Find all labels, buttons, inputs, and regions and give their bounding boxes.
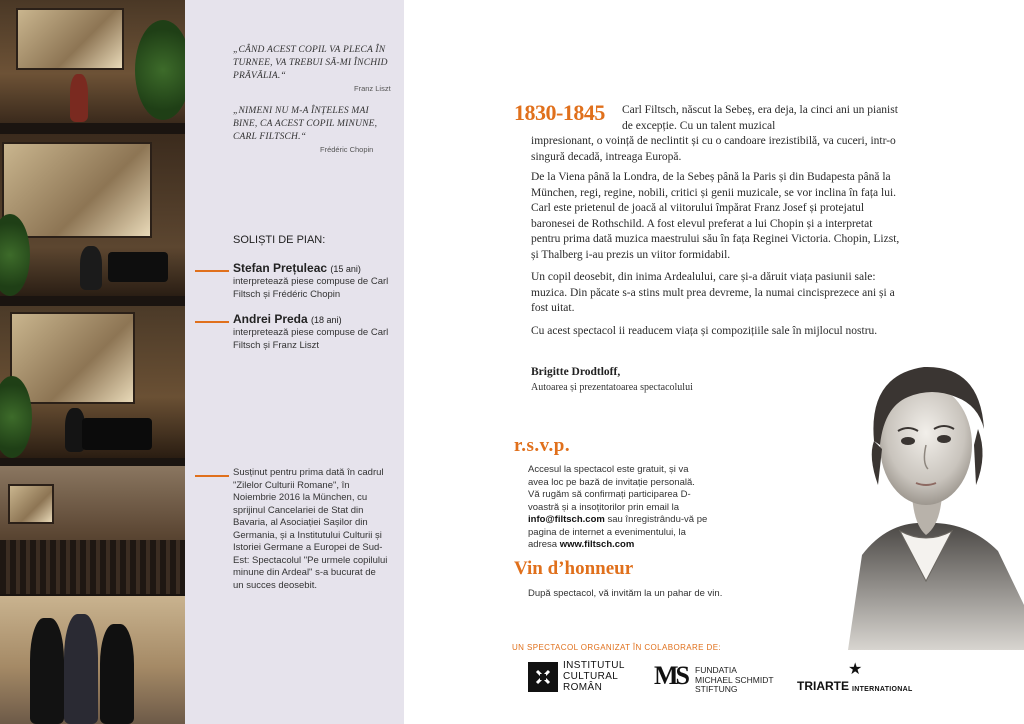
soloist-2-rule bbox=[195, 321, 229, 323]
quote-chopin: „NIMENI NU M-A ÎNȚELES MAI BINE, CA ACEST COPIL MINUNE, CARL FILTSCH.“ bbox=[233, 106, 378, 142]
rsvp-url-link[interactable]: www.filtsch.com bbox=[559, 539, 635, 550]
soloist-2-name-text: Andrei Preda bbox=[233, 312, 308, 326]
icr-line-2: CULTURAL bbox=[563, 671, 619, 682]
soloist-2-name bbox=[233, 312, 342, 326]
concert-hall-photo bbox=[0, 466, 185, 594]
rsvp-text bbox=[528, 464, 708, 552]
rsvp-text-a: Accesul la spectacol este gratuit, și va avea loc pe bază de invitație personală. Vă rugăm să confirmați participarea D-voastră și a insoțitorilor prin email la bbox=[528, 464, 695, 513]
michael-schmidt-logo-icon: MS bbox=[654, 661, 687, 690]
rsvp-email-link[interactable]: info@filtsch.com bbox=[528, 514, 605, 525]
icr-logo-icon bbox=[528, 662, 558, 692]
rsvp-title: r.s.v.p. bbox=[514, 435, 571, 456]
intro-first-line: Carl Filtsch, născut la Sebeș, era deja, la cinci ani un pianist de excepție. Cu un talent muzical bbox=[622, 104, 898, 132]
intro-paragraph-2: De la Viena până la Londra, de la Sebeș până la Paris și din Budapesta până la München, regi, regine, nobili, critici și genii muzicale, se vor inclina în fața lui. Carl este prietenul de joacă al viitorului împărat Franz Josef și protejatul baronesei de Rothschild. A fost elevul preferat a lui Chopin și a interpretat pentru prima dată muzica maestrului său în fața Reginei Victoria. Chopin, Lizst, și Thalberg i-au prezis un viitor formidabil. bbox=[531, 171, 900, 261]
triarte-logo-sub: INTERNATIONAL bbox=[852, 686, 913, 693]
concert-photo-1 bbox=[0, 0, 185, 123]
icr-logo-text bbox=[563, 660, 625, 693]
carl-filtsch-portrait bbox=[828, 345, 1024, 650]
triarte-logo: TRIARTE bbox=[797, 679, 849, 693]
ms-line-3: STIFTUNG bbox=[695, 684, 738, 694]
intro-paragraph-4: Cu acest spectacol ii readucem viața și compozițiile sale în mijlocul nostru. bbox=[531, 325, 878, 337]
collaboration-label: UN SPECTACOL ORGANIZAT ÎN COLABORARE DE: bbox=[512, 643, 722, 652]
soloists-heading: SOLIȘTI DE PIAN: bbox=[233, 234, 326, 246]
years-heading: 1830-1845 bbox=[514, 100, 605, 125]
soloist-1-name-text: Stefan Prețuleac bbox=[233, 261, 328, 275]
vin-title: Vin d’honneur bbox=[514, 558, 634, 579]
icr-line-3: ROMÂN bbox=[563, 682, 603, 693]
icr-line-1: INSTITUTUL bbox=[563, 660, 625, 671]
soloist-2-desc: interpretează piese compuse de Carl Filtsch și Franz Liszt bbox=[233, 327, 389, 351]
concert-photo-2 bbox=[0, 134, 185, 296]
concert-photo-3 bbox=[0, 306, 185, 458]
ms-line-1: FUNDATIA bbox=[695, 665, 737, 675]
quote-chopin-author: Frédéric Chopin bbox=[320, 145, 374, 154]
soloist-2-age: (18 ani) bbox=[311, 315, 342, 325]
michael-schmidt-logo-text bbox=[695, 666, 774, 695]
premiere-text: Susținut pentru prima dată în cadrul "Zilelor Culturii Romane", în Noiembrie 2016 la München, cu sprijinul Cancelariei de Stat din Bavaria, al Asociației Sașilor din Germania, și a Institutului Culturii și Istoriei Germane a Europei de Sud-Est: Spectacolul "Pe urmele copilului minune din Ardeal" s-a bucurat de un succes deosebit. bbox=[233, 467, 388, 591]
intro-paragraph-1: impresionant, o voință de neclintit și cu o candoare irezistibilă, va cuceri, intr-o singură decadă, intreaga Europă. bbox=[531, 135, 896, 163]
vin-text: După spectacol, vă invităm la un pahar de vin. bbox=[528, 588, 723, 599]
star-icon: ★ bbox=[848, 661, 863, 678]
intro-paragraph-3: Un copil deosebit, din inima Ardealului, care și-a dăruit viața pasiunii sale: muzica. Din păcate s-a stins mult prea devreme, la numai cincisprezece ani și a fost uitat. bbox=[531, 271, 895, 314]
quote-liszt-author: Franz Liszt bbox=[354, 84, 391, 93]
author-name: Brigitte Drodtloff, bbox=[531, 366, 621, 378]
author-role: Autoarea și prezentatoarea spectacolului bbox=[531, 382, 693, 393]
premiere-rule bbox=[195, 475, 229, 477]
ms-line-2: MICHAEL SCHMIDT bbox=[695, 674, 774, 685]
soloist-1-rule bbox=[195, 270, 229, 272]
soloists-photo bbox=[0, 596, 185, 724]
photo-strip bbox=[0, 0, 185, 724]
soloist-1-age: (15 ani) bbox=[330, 264, 361, 274]
quote-liszt: „CÂND ACEST COPIL VA PLECA ÎN TURNEE, VA TREBUI SĂ-MI ÎNCHID PRĂVĂLIA.“ bbox=[233, 45, 388, 81]
rsvp-text-b: sau înregistrându-vă pe pagina de internet a evenimentului, la adresa bbox=[528, 514, 708, 550]
soloist-1-name bbox=[233, 261, 361, 275]
soloist-1-desc: interpretează piese compuse de Carl Filtsch și Frédéric Chopin bbox=[233, 276, 389, 300]
